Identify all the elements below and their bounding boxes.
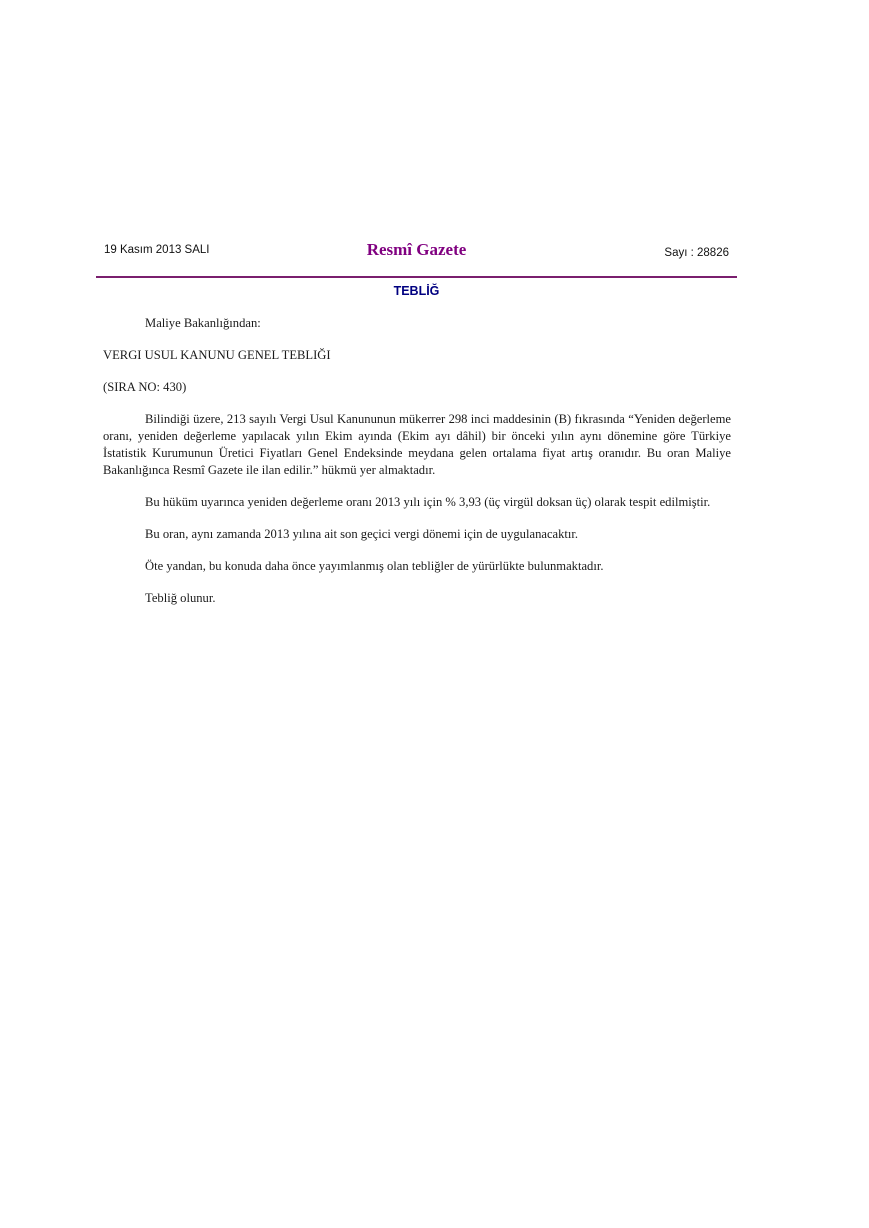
document-title: VERGI USUL KANUNU GENEL TEBLIĞI bbox=[103, 348, 331, 362]
gazette-title: Resmî Gazete bbox=[366, 240, 467, 259]
gazette-header bbox=[96, 236, 737, 278]
body-paragraph: Bu oran, aynı zamanda 2013 yılına ait son geçici vergi dönemi için de uygulanacaktır. bbox=[145, 527, 579, 541]
serial-number: (SIRA NO: 430) bbox=[103, 380, 187, 394]
document-body bbox=[103, 315, 731, 622]
closing-line: Tebliğ olunur. bbox=[145, 591, 216, 605]
body-paragraph: Bilindiği üzere, 213 sayılı Vergi Usul Kanununun mükerrer 298 inci maddesinin (B) fıkrasında “Yeniden değerleme oranı, yeniden değerleme yapılacak yılın Ekim ayında (Ekim ayı dâhil) bir önceki yılın aynı dönemine göre Türkiye İstatistik Kurumunun Üretici Fiyatları Genel Endeksinde meydana gelen ortalama fiyat artış oranıdır. Bu oran Maliye Bakanlığınca Resmî Gazete ile ilan edilir.” hükmü yer almaktadır. bbox=[103, 412, 731, 477]
body-paragraph: Bu hüküm uyarınca yeniden değerleme oranı 2013 yılı için % 3,93 (üç virgül doksan üç) olarak tespit edilmiştir. bbox=[145, 495, 711, 509]
header-date: 19 Kasım 2013 SALI bbox=[104, 244, 210, 256]
section-title: TEBLİĞ bbox=[393, 284, 440, 298]
body-paragraph: Öte yandan, bu konuda daha önce yayımlanmış olan tebliğler de yürürlükte bulunmaktadır. bbox=[145, 559, 604, 573]
issuer-line: Maliye Bakanlığından: bbox=[145, 316, 261, 330]
issue-number: Sayı : 28826 bbox=[664, 247, 729, 259]
